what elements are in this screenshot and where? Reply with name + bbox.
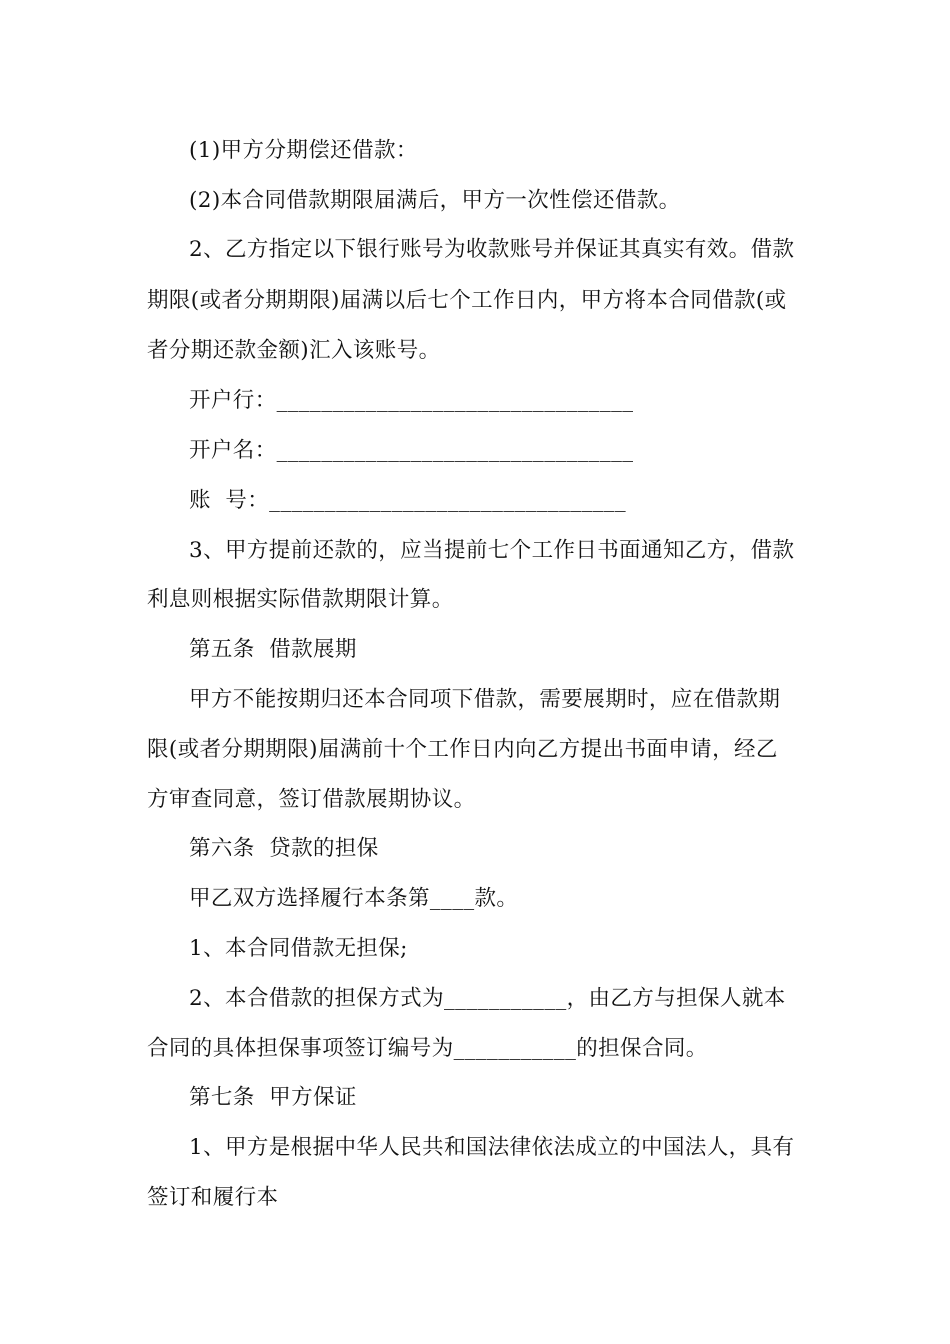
paragraph-line: 3、甲方提前还款的，应当提前七个工作日书面通知乙方，借款: [189, 538, 795, 563]
paragraph-line: 甲方不能按期归还本合同项下借款，需要展期时，应在借款期: [189, 687, 781, 712]
section-heading: 第七条 甲方保证: [189, 1085, 357, 1110]
account-number-field: 账 号：________________________________: [189, 488, 626, 513]
paragraph-line: 合同的具体担保事项签订编号为___________的担保合同。: [147, 1036, 708, 1061]
account-name-field: 开户名：________________________________: [189, 438, 634, 463]
paragraph-line: (1)甲方分期偿还借款：: [189, 138, 418, 163]
paragraph-line: 方审查同意，签订借款展期协议。: [147, 787, 476, 812]
section-heading: 第六条 贷款的担保: [189, 836, 379, 861]
paragraph-line: 者分期还款金额)汇入该账号。: [147, 338, 441, 363]
paragraph-line: 利息则根据实际借款期限计算。: [147, 587, 454, 612]
paragraph-line: 1、甲方是根据中华人民共和国法律依法成立的中国法人，具有: [189, 1135, 795, 1160]
paragraph-line: 签订和履行本: [147, 1185, 279, 1210]
paragraph-line: 甲乙双方选择履行本条第____款。: [189, 886, 519, 911]
paragraph-line: 2、本合借款的担保方式为___________，由乙方与担保人就本: [189, 986, 786, 1011]
bank-name-field: 开户行：________________________________: [189, 388, 634, 413]
paragraph-line: 2、乙方指定以下银行账号为收款账号并保证其真实有效。借款: [189, 237, 795, 262]
section-heading: 第五条 借款展期: [189, 637, 357, 662]
paragraph-line: (2)本合同借款期限届满后，甲方一次性偿还借款。: [189, 188, 681, 213]
paragraph-line: 限(或者分期期限)届满前十个工作日内向乙方提出书面申请，经乙: [147, 737, 778, 762]
paragraph-line: 期限(或者分期期限)届满以后七个工作日内，甲方将本合同借款(或: [147, 288, 787, 313]
paragraph-line: 1、本合同借款无担保;: [189, 936, 408, 961]
